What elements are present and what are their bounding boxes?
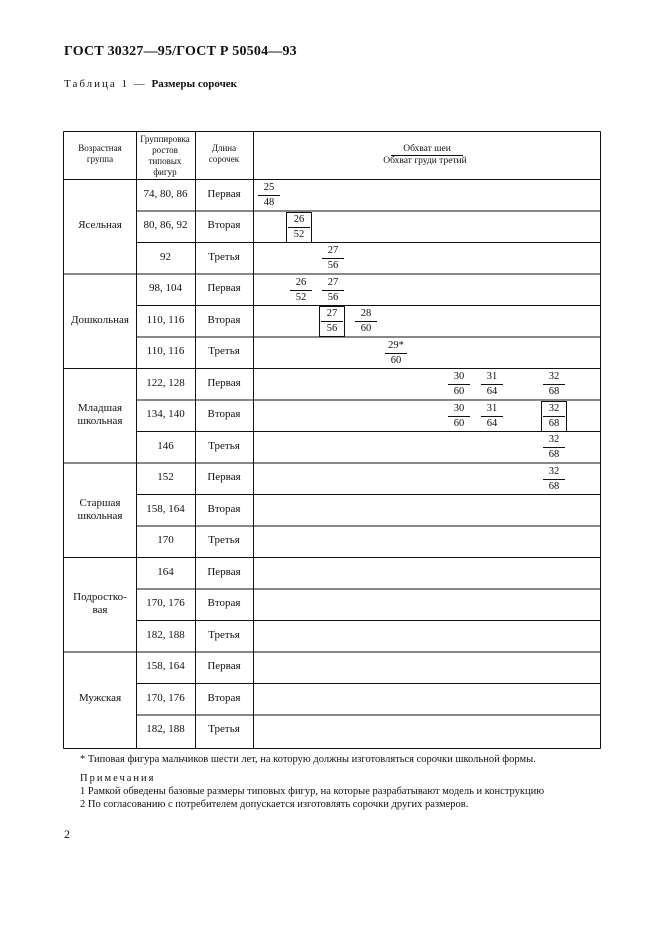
length-cell: Вторая — [207, 502, 241, 515]
length-cell: Первая — [207, 187, 241, 200]
neck-girth-value: 30 — [448, 403, 470, 417]
length-cell: Первая — [207, 376, 241, 389]
document-header: ГОСТ 30327—95/ГОСТ Р 50504—93 — [64, 44, 297, 59]
heights-cell: 110, 116 — [146, 345, 185, 358]
size-fraction — [481, 403, 503, 430]
header-length: Длина сорочек — [208, 143, 240, 164]
heights-cell: 80, 86, 92 — [143, 219, 188, 232]
age-group-name: Подростко- вая — [73, 591, 127, 617]
heights-cell: 182, 188 — [146, 723, 185, 736]
size-fraction — [448, 371, 470, 398]
heights-cell: 170, 176 — [146, 691, 185, 704]
heights-cell: 170, 176 — [146, 597, 185, 610]
length-cell: Третья — [208, 534, 240, 547]
neck-girth-value: 31 — [481, 403, 503, 417]
heights-cell: 110, 116 — [146, 313, 185, 326]
size-fraction — [385, 340, 407, 367]
heights-cell: 92 — [160, 250, 171, 263]
chest-girth-value: 68 — [548, 449, 560, 460]
length-cell: Вторая — [207, 219, 241, 232]
header-group: Возрастная группа — [78, 143, 122, 164]
base-size-fraction — [543, 403, 565, 430]
neck-girth-value: 30 — [448, 371, 470, 385]
heights-cell: 98, 104 — [149, 282, 182, 295]
neck-girth-value: 32 — [543, 371, 565, 385]
neck-girth-value: 32 — [543, 403, 565, 417]
length-cell: Третья — [208, 439, 240, 452]
heights-cell: 152 — [157, 471, 174, 484]
neck-girth-value: 25 — [258, 182, 280, 196]
chest-girth-value: 60 — [360, 323, 372, 334]
length-cell: Третья — [208, 250, 240, 263]
size-fraction — [258, 182, 280, 209]
chest-girth-value: 64 — [486, 386, 498, 397]
length-cell: Первая — [207, 282, 241, 295]
neck-girth-value: 31 — [481, 371, 503, 385]
age-group-name: Мужская — [78, 691, 122, 704]
heights-cell: 122, 128 — [146, 376, 185, 389]
base-size-fraction — [288, 214, 310, 241]
heights-cell: 164 — [157, 565, 174, 578]
chest-girth-value: 52 — [293, 228, 305, 240]
heights-cell: 182, 188 — [146, 628, 185, 641]
heights-cell: 146 — [157, 439, 174, 452]
size-fraction — [448, 403, 470, 430]
neck-girth-value: 26 — [290, 277, 312, 291]
neck-girth-value: 26 — [288, 214, 310, 228]
chest-girth-value: 56 — [327, 260, 339, 271]
heights-cell: 74, 80, 86 — [143, 187, 188, 200]
size-fraction — [322, 245, 344, 272]
size-fraction — [355, 308, 377, 335]
size-fraction — [543, 466, 565, 493]
notes-title: Примечания — [80, 773, 156, 784]
notes-block — [80, 753, 600, 811]
footnote: * Типовая фигура мальчиков шести лет, на которую должны изготовляться сорочки школьной формы. — [80, 754, 536, 765]
size-fraction — [543, 371, 565, 398]
neck-girth-value: 28 — [355, 308, 377, 322]
length-cell: Третья — [208, 628, 240, 641]
size-fraction — [290, 277, 312, 304]
length-cell: Первая — [207, 565, 241, 578]
chest-girth-value: 56 — [327, 291, 339, 303]
header-neck — [253, 144, 601, 156]
neck-girth-value: 27 — [321, 308, 343, 322]
note-item: 1 Рамкой обведены базовые размеры типовых фигур, на которые разрабатывают модель и конструкцию — [80, 786, 545, 797]
chest-girth-value: 68 — [548, 480, 560, 492]
neck-girth-value: 32 — [543, 466, 565, 480]
chest-girth-value: 52 — [295, 291, 307, 303]
chest-girth-value: 60 — [390, 354, 402, 366]
length-cell: Вторая — [207, 408, 241, 421]
header-neck-label: Обхват шеи — [391, 144, 463, 156]
size-fraction — [481, 371, 503, 398]
chest-girth-value: 64 — [486, 417, 498, 429]
base-size-fraction — [321, 308, 343, 335]
age-group-name: Ясельная — [78, 219, 122, 232]
chest-girth-value: 56 — [326, 323, 338, 334]
size-fraction — [543, 434, 565, 461]
neck-girth-value: 32 — [543, 434, 565, 448]
neck-girth-value: 27 — [322, 277, 344, 291]
chest-girth-value: 48 — [263, 197, 275, 208]
length-cell: Вторая — [207, 597, 241, 610]
caption-prefix: Таблица 1 — — [64, 78, 152, 90]
caption-title: Размеры сорочек — [151, 78, 238, 90]
table-caption — [64, 78, 237, 90]
length-cell: Вторая — [207, 313, 241, 326]
heights-cell: 158, 164 — [146, 502, 185, 515]
chest-girth-value: 68 — [548, 386, 560, 397]
neck-girth-value: 29* — [385, 340, 407, 354]
chest-girth-value: 68 — [548, 417, 560, 429]
heights-cell: 158, 164 — [146, 660, 185, 673]
age-group-name: Старшая школьная — [77, 496, 123, 522]
heights-cell: 170 — [157, 534, 174, 547]
length-cell: Первая — [207, 660, 241, 673]
heights-cell: 134, 140 — [146, 408, 185, 421]
length-cell: Вторая — [207, 691, 241, 704]
chest-girth-value: 60 — [453, 417, 465, 429]
age-group-name: Младшая школьная — [77, 402, 123, 428]
length-cell: Третья — [208, 345, 240, 358]
size-fraction — [322, 277, 344, 304]
length-cell: Третья — [208, 723, 240, 736]
neck-girth-value: 27 — [322, 245, 344, 259]
length-cell: Первая — [207, 471, 241, 484]
header-chest: Обхват груди третий — [383, 156, 467, 166]
chest-girth-value: 60 — [453, 386, 465, 397]
header-heights: Группировка ростов типовых фигур — [140, 134, 190, 177]
age-group-name: Дошкольная — [71, 313, 129, 326]
note-item: 2 По согласованию с потребителем допускается изготовлять сорочки других размеров. — [80, 799, 469, 810]
sizes-table — [63, 131, 601, 749]
page-number: 2 — [64, 827, 70, 841]
